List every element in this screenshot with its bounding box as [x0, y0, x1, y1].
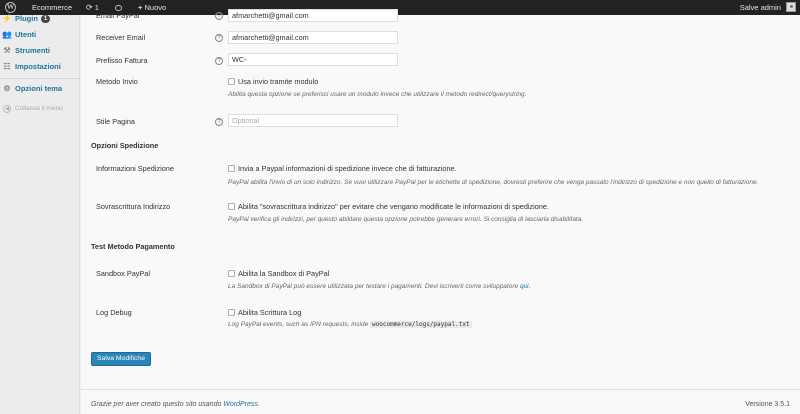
tools-icon: ⚒	[3, 46, 11, 55]
prefisso-fattura-label: Prefisso Fattura	[96, 56, 148, 65]
sandbox-description-text: La Sandbox di PayPal può essere utilizzata per testare i pagamenti. Devi iscriverti come sviluppatore	[228, 283, 519, 290]
help-icon[interactable]: ?	[215, 57, 223, 65]
informazioni-spedizione-checkbox-label[interactable]: Invia a Paypal informazioni di spedizione invece che di fatturazione.	[238, 164, 457, 173]
informazioni-spedizione-description: PayPal abilita l'invio di un solo indirizzo. Se vuoi utilizzare PayPal per le etichette di spedizione, dovresti preferire che venga passato l'indirizzo di spedizione e non quello di fatturazione.	[228, 179, 759, 186]
sovrascrittura-indirizzo-description: PayPal verifica gli indirizzi, per questo abilitare questa opzione potrebbe generare errori. Si consiglia di lasciarla disabilitata.	[228, 216, 584, 223]
sidebar-item-utenti[interactable]	[0, 27, 80, 43]
receiver-email-field[interactable]: afmarchetti@gmail.com	[228, 31, 398, 44]
new-content-link[interactable]	[138, 0, 166, 15]
refresh-icon: ⟳	[86, 3, 93, 12]
sovrascrittura-indirizzo-checkbox-label[interactable]: Abilita "sovrascrittura indirizzo" per evitare che vengano modificate le informazioni di spedizione.	[238, 202, 549, 211]
sidebar-item-label: Utenti	[15, 30, 37, 39]
metodo-invio-checkbox[interactable]	[228, 78, 235, 85]
sandbox-paypal-label: Sandbox PayPal	[96, 269, 150, 278]
receiver-email-label: Receiver Email	[96, 33, 146, 42]
section-test-metodo-pagamento: Test Metodo Pagamento	[91, 242, 175, 251]
log-debug-description	[228, 321, 472, 328]
sovrascrittura-indirizzo-label: Sovrascrittura Indirizzo	[96, 202, 171, 211]
settings-content	[81, 11, 800, 414]
log-file-path: woocommerce/logs/paypal.txt	[372, 321, 470, 328]
wordpress-logo-icon[interactable]: W	[6, 2, 15, 11]
sidebar-item-opzioni-tema[interactable]	[0, 81, 80, 97]
sandbox-signup-link[interactable]: qui	[519, 283, 529, 290]
footer-divider	[81, 389, 800, 390]
log-debug-checkbox[interactable]	[228, 309, 235, 316]
log-debug-description-text: Log PayPal events, such as IPN requests, inside	[228, 321, 369, 328]
collapse-menu-button[interactable]	[0, 102, 80, 116]
email-paypal-label: Email PayPal	[96, 11, 140, 20]
prefisso-fattura-field[interactable]: WC-	[228, 53, 398, 66]
footer-version: Versione 3.5.1	[745, 401, 790, 408]
sandbox-checkbox-label[interactable]: Abilita la Sandbox di PayPal	[238, 269, 330, 278]
log-debug-checkbox-label[interactable]: Abilita Scrittura Log	[238, 308, 302, 317]
informazioni-spedizione-checkbox[interactable]	[228, 165, 235, 172]
account-greeting[interactable]: Salve admin	[739, 3, 781, 12]
theme-options-icon: ⚙	[3, 84, 11, 93]
footer-period: .	[257, 401, 260, 408]
sandbox-description-end: .	[528, 283, 531, 290]
plus-icon: +	[138, 3, 143, 12]
help-icon[interactable]: ?	[215, 12, 223, 20]
users-icon: 👥	[2, 30, 12, 39]
metodo-invio-label: Metodo Invio	[96, 77, 138, 86]
stile-pagina-field[interactable]: Optional	[228, 114, 398, 127]
admin-sidebar	[0, 15, 80, 414]
footer-thanks-text: Grazie per aver creato questo sito usando	[91, 401, 222, 408]
footer-thanks	[91, 401, 260, 408]
help-icon[interactable]: ?	[215, 118, 223, 126]
sandbox-description	[228, 283, 530, 290]
sovrascrittura-indirizzo-checkbox[interactable]	[228, 203, 235, 210]
sidebar-item-impostazioni[interactable]	[0, 59, 80, 75]
sidebar-item-label: Impostazioni	[15, 62, 61, 71]
sidebar-item-label: Plugin	[15, 14, 38, 23]
new-content-label: Nuovo	[144, 3, 167, 12]
metodo-invio-description: Abilita questa opzione se preferisci usare un modulo invece che utilizzare il metodo redirect/querystring.	[228, 91, 527, 98]
site-name-link[interactable]: Ecommerce	[32, 3, 73, 12]
sidebar-item-plugin[interactable]	[0, 11, 80, 27]
help-icon[interactable]: ?	[215, 34, 223, 42]
settings-icon: ☷	[3, 62, 11, 71]
metodo-invio-checkbox-label[interactable]: Usa invio tramite modulo	[238, 77, 319, 86]
plug-icon: ⚡	[2, 14, 12, 23]
section-opzioni-spedizione: Opzioni Spedizione	[91, 141, 159, 150]
save-changes-button[interactable]: Salva Modifiche	[91, 352, 151, 366]
collapse-menu-label: Collassa il menu	[15, 105, 63, 112]
sidebar-item-label: Opzioni tema	[15, 84, 63, 93]
sidebar-item-strumenti[interactable]	[0, 43, 80, 59]
avatar[interactable]	[786, 2, 796, 12]
menu-separator	[0, 78, 80, 79]
collapse-arrow-icon: ◀	[3, 105, 11, 113]
informazioni-spedizione-label: Informazioni Spedizione	[96, 164, 174, 173]
sandbox-checkbox[interactable]	[228, 270, 235, 277]
plugin-update-badge: 1	[41, 15, 50, 23]
email-paypal-field[interactable]: afmarchetti@gmail.com	[228, 9, 398, 22]
log-debug-label: Log Debug	[96, 308, 132, 317]
wordpress-link[interactable]: WordPress	[223, 401, 258, 408]
sidebar-item-label: Strumenti	[15, 46, 51, 55]
stile-pagina-label: Stile Pagina	[96, 117, 135, 126]
updates-count: 1	[94, 3, 99, 12]
